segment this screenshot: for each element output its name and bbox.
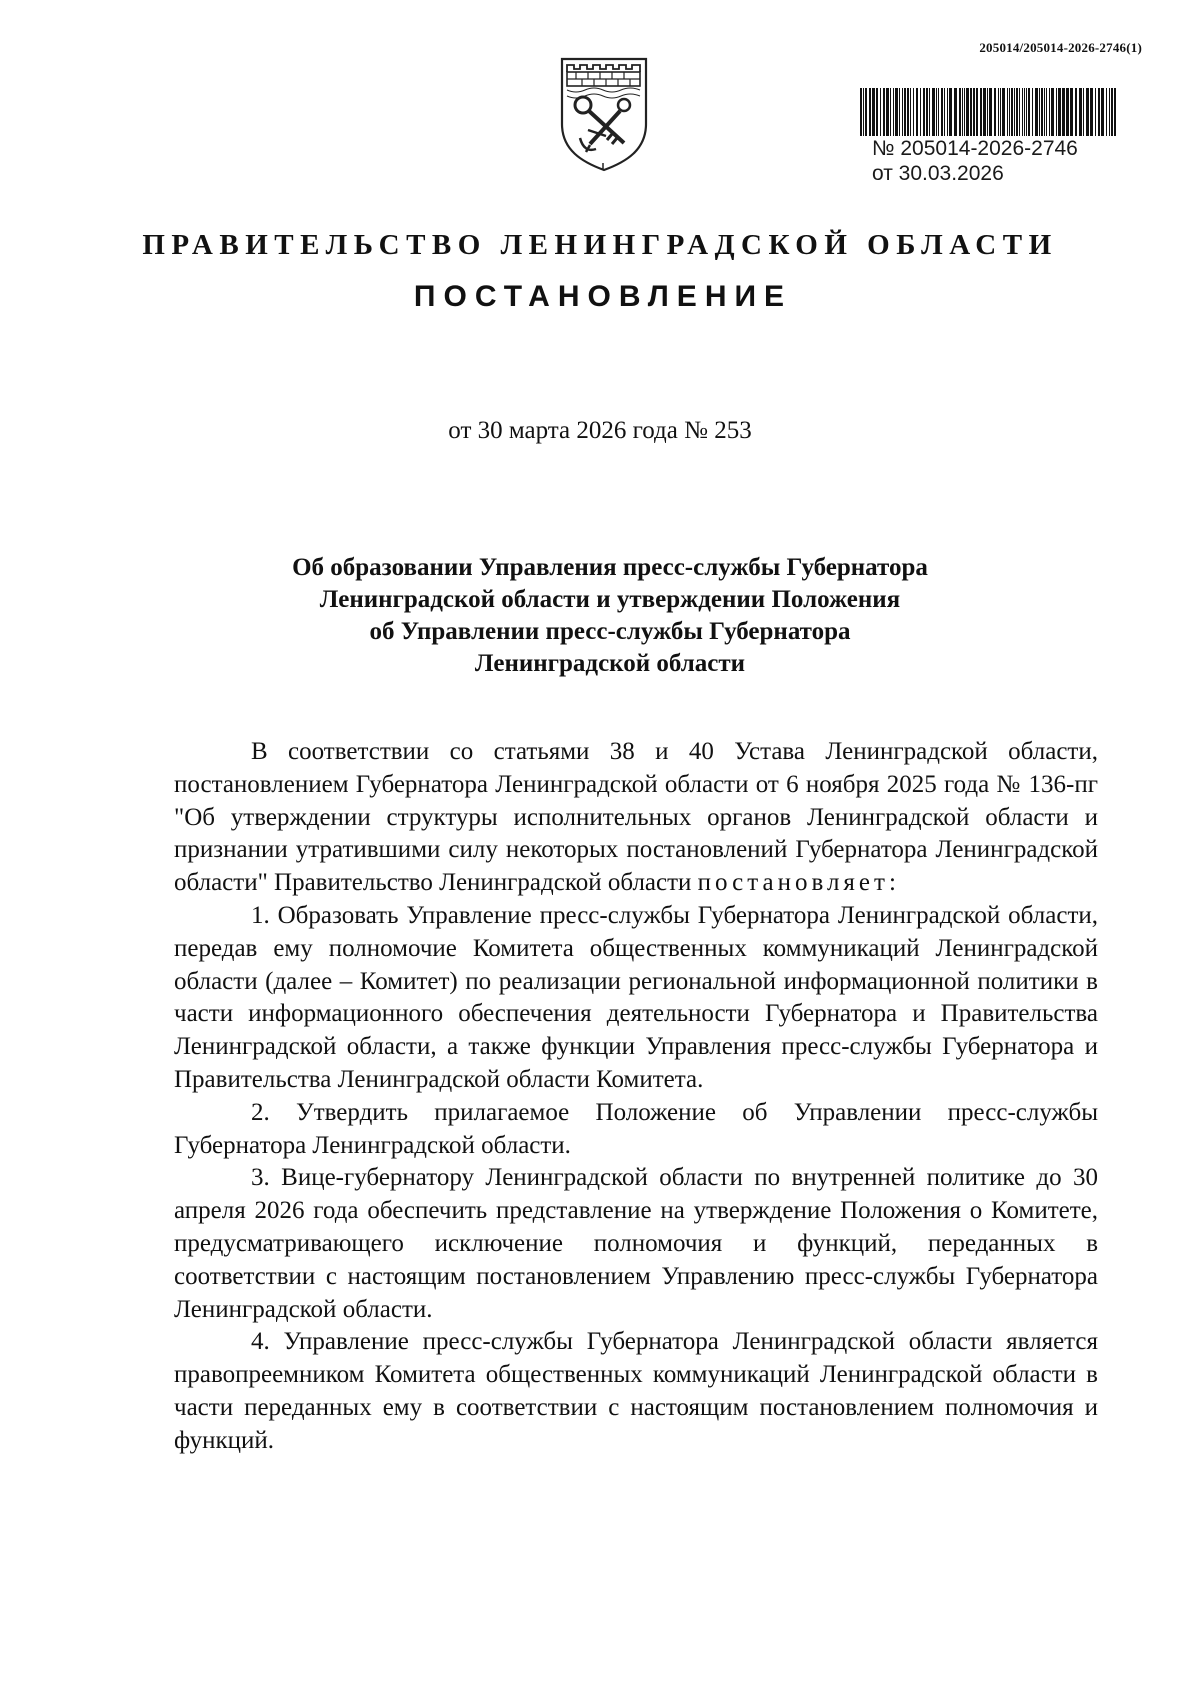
document-body [174, 736, 1098, 1458]
subject-line: Ленинградской области [474, 650, 746, 677]
document-subject [170, 552, 1050, 680]
preamble-paragraph [174, 736, 1098, 900]
decree-word: постановляет: [697, 869, 900, 897]
document-type: ПОСТАНОВЛЕНИЕ [413, 280, 793, 313]
registration-block [858, 88, 1120, 186]
clause-paragraph: 3. Вице-губернатору Ленинградской области по внутренней политике до 30 апреля 2026 года обеспечить представление на утверждение Положения о Комитете, предусматривающего исключение полномочия и функций, переданных в соответствии с настоящим постановлением Управлению пресс-службы Губернатора Ленинградской области. [174, 1164, 1098, 1323]
registration-date: от 30.03.2026 [872, 162, 1004, 185]
clause-paragraph: 1. Образовать Управление пресс-службы Губернатора Ленинградской области, передав ему полномочие Комитета общественных коммуникаций Ленинградской области (далее – Комитет) по реализации региональной информационной политики в части информационного обеспечения деятельности Губернатора и Правительства Ленинградской области, а также функции Управления пресс-службы Губернатора и Правительства Ленинградской области Комитета. [174, 901, 1098, 1093]
clause-paragraph: 4. Управление пресс-службы Губернатора Ленинградской области является правопреемником Комитета общественных коммуникаций Ленинградской области в части переданных ему в соответствии с настоящим постановлением полномочия и функций. [174, 1328, 1098, 1454]
clause-paragraph: 2. Утвердить прилагаемое Положение об Управлении пресс-службы Губернатора Ленинградской области. [174, 1098, 1098, 1159]
subject-line: Ленинградской области и утверждении Положения [319, 586, 901, 613]
government-title: ПРАВИТЕЛЬСТВО ЛЕНИНГРАДСКОЙ ОБЛАСТИ [142, 229, 1058, 261]
coat-of-arms-icon [554, 56, 654, 174]
barcode-icon [858, 88, 1120, 136]
subject-line: Об образовании Управления пресс-службы Губернатора [292, 554, 928, 581]
preamble-text: В соответствии со статьями 38 и 40 Устава Ленинградской области, постановлением Губернатора Ленинградской области от 6 ноября 2025 года № 136-пг "Об утверждении структуры исполнительных органов Ленинградской области и признании утратившими силу некоторых постановлений Губернатора Ленинградской области" Правительство Ленинградской области [174, 738, 1098, 897]
registration-number: № 205014-2026-2746 [872, 137, 1078, 160]
subject-line: об Управлении пресс-службы Губернатора [369, 618, 851, 645]
document-date: от 30 марта 2026 года № 253 [448, 417, 752, 444]
document-code: 205014/205014-2026-2746(1) [979, 40, 1142, 55]
